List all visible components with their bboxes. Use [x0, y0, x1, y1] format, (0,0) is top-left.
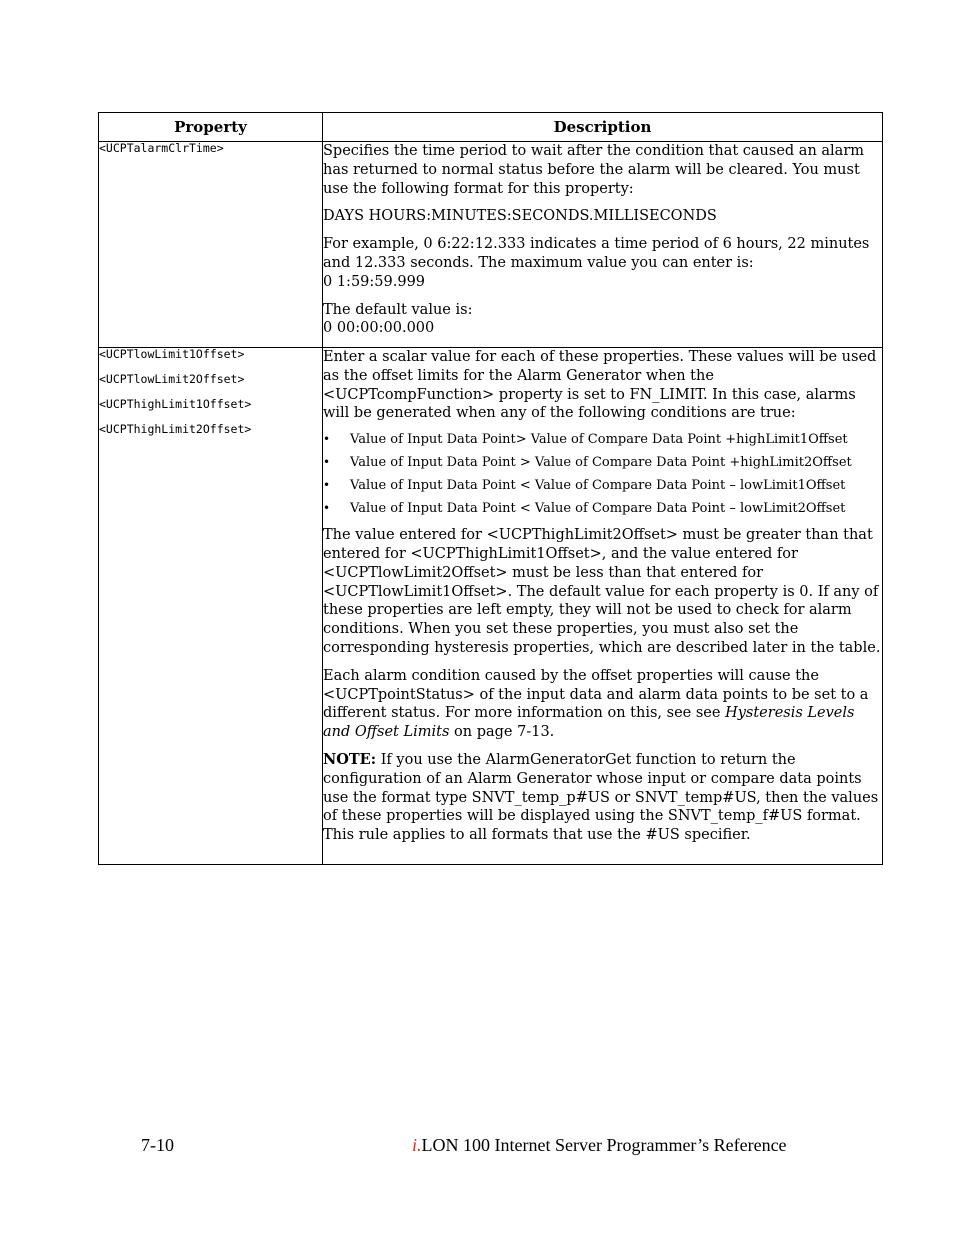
- page-number: 7-10: [141, 1135, 174, 1155]
- property-name: <UCPTlowLimit2Offset>: [99, 372, 245, 386]
- note-label: NOTE:: [323, 750, 377, 768]
- description-paragraph: Specifies the time period to wait after the condition that caused an alarm has returned to normal status before the alarm will be cleared. You must use the following format for this property:: [323, 143, 864, 197]
- property-table: [98, 112, 883, 865]
- property-name: <UCPTalarmClrTime>: [99, 141, 224, 155]
- default-paragraph: The default value is: 0 00:00:00.000: [323, 301, 473, 337]
- cross-reference-link[interactable]: Hysteresis Levels and Offset Limits: [323, 705, 855, 741]
- list-item: • Value of Input Data Point> Value of Compare Data Point +highLimit1Offset: [350, 432, 882, 447]
- list-item: • Value of Input Data Point < Value of Compare Data Point – lowLimit1Offset: [350, 478, 882, 493]
- property-cell: [99, 142, 323, 348]
- list-item: • Value of Input Data Point > Value of Compare Data Point +highLimit2Offset: [350, 455, 882, 470]
- example-paragraph: For example, 0 6:22:12.333 indicates a time period of 6 hours, 22 minutes and 12.333 seconds. The maximum value you can enter is: 0 1:59:59.999: [323, 236, 870, 290]
- description-paragraph: The value entered for <UCPThighLimit2Offset> must be greater than that entered for <UCPThighLimit1Offset>, and the value entered for <UCPTlowLimit2Offset> must be less than that entered for <UCPTlowLimit1Offset>. The default value for each property is 0. If any of these properties are left empty, they will not be used to check for alarm conditions. When you set these properties, you must also set the corresponding hysteresis properties, which are described later in the table.: [323, 527, 881, 656]
- property-name: <UCPThighLimit1Offset>: [99, 397, 252, 411]
- brand-i: i.: [412, 1135, 422, 1155]
- table-header-row: [99, 113, 883, 142]
- list-item: • Value of Input Data Point < Value of Compare Data Point – lowLimit2Offset: [350, 501, 882, 516]
- format-paragraph: DAYS HOURS:MINUTES:SECONDS.MILLISECONDS: [323, 208, 717, 225]
- header-property: Property: [99, 113, 323, 142]
- table-row: [99, 142, 883, 348]
- property-cell: [99, 348, 323, 865]
- note-paragraph: NOTE: If you use the AlarmGeneratorGet function to return the configuration of an Alarm Generator whose input or compare data points use the format type SNVT_temp_p#US or SNVT_temp#US, then the values of these properties will be displayed using the SNVT_temp_f#US format. This rule applies to all formats that use the #US specifier.: [323, 750, 879, 844]
- header-description: Description: [323, 113, 883, 142]
- document-title: i.LON 100 Internet Server Programmer’s Reference: [412, 1135, 787, 1155]
- description-cell: [323, 142, 883, 348]
- table-row: [99, 348, 883, 865]
- description-cell: [323, 348, 883, 865]
- property-name: <UCPTlowLimit1Offset>: [99, 347, 245, 361]
- property-name: <UCPThighLimit2Offset>: [99, 422, 252, 436]
- description-paragraph: Each alarm condition caused by the offset properties will cause the <UCPTpointStatus> of the input data and alarm data points to be set to a different status. For more information on this, see see Hysteresis Levels and Offset Limits on page 7-13.: [323, 667, 869, 741]
- description-paragraph: Enter a scalar value for each of these properties. These values will be used as the offset limits for the Alarm Generator when the <UCPTcompFunction> property is set to FN_LIMIT. In this case, alarms will be generated when any of the following conditions are true:: [323, 349, 877, 422]
- condition-list: [323, 432, 882, 516]
